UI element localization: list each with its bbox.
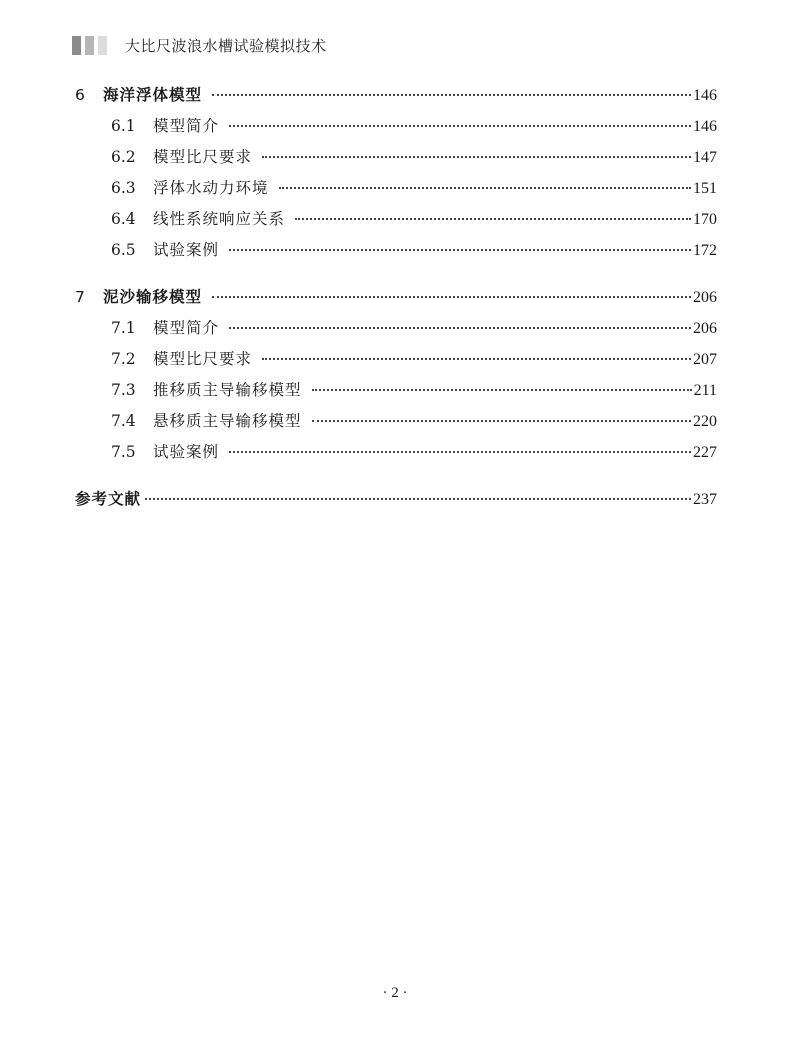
dot-leader xyxy=(212,295,691,298)
section-title: 线性系统响应关系 xyxy=(153,210,286,228)
section-entry[interactable] xyxy=(75,204,717,235)
page-number: 237 xyxy=(693,491,717,508)
dot-leader xyxy=(229,450,691,453)
section-number: 6.2 xyxy=(111,148,136,166)
book-title: 大比尺波浪水槽试验模拟技术 xyxy=(125,36,327,55)
references-entry[interactable] xyxy=(75,484,717,515)
section-number: 6.1 xyxy=(111,117,136,135)
chapter-entry[interactable] xyxy=(75,80,717,111)
dot-leader xyxy=(262,357,691,360)
page-number: 206 xyxy=(693,289,717,306)
section-title: 浮体水动力环境 xyxy=(153,179,269,197)
chapter-6 xyxy=(75,80,717,266)
page-number: 146 xyxy=(693,87,717,104)
section-number: 7.2 xyxy=(111,350,136,368)
section-entry[interactable] xyxy=(75,344,717,375)
dot-leader xyxy=(312,388,692,391)
section-entry[interactable] xyxy=(75,173,717,204)
chapter-entry[interactable] xyxy=(75,282,717,313)
header-bar-dark xyxy=(72,36,81,55)
section-number: 7.4 xyxy=(111,412,136,430)
section-number: 6.4 xyxy=(111,210,136,228)
page-number: 151 xyxy=(693,180,717,197)
page-number: 220 xyxy=(693,413,717,430)
section-title: 模型比尺要求 xyxy=(153,148,253,166)
section-number: 7.5 xyxy=(111,443,136,461)
dot-leader xyxy=(229,248,691,251)
header-bar-mid xyxy=(85,36,94,55)
table-of-contents xyxy=(75,80,717,515)
dot-leader xyxy=(229,124,691,127)
section-title: 模型比尺要求 xyxy=(153,350,253,368)
section-title: 模型简介 xyxy=(153,319,220,337)
chapter-number: 7 xyxy=(75,288,85,306)
section-entry[interactable] xyxy=(75,313,717,344)
section-title: 试验案例 xyxy=(153,443,220,461)
section-entry[interactable] xyxy=(75,406,717,437)
section-title: 推移质主导输移模型 xyxy=(153,381,302,399)
dot-leader xyxy=(279,186,691,189)
page-number: 172 xyxy=(693,242,717,259)
dot-leader xyxy=(145,497,691,500)
section-entry[interactable] xyxy=(75,375,717,406)
page-footer-number: · 2 · xyxy=(382,985,408,1001)
section-number: 7.3 xyxy=(111,381,136,399)
chapter-title: 海洋浮体模型 xyxy=(103,86,203,104)
page-number: 227 xyxy=(693,444,717,461)
page-number: 146 xyxy=(693,118,717,135)
dot-leader xyxy=(229,326,691,329)
header-decoration xyxy=(72,36,111,55)
chapter-7 xyxy=(75,282,717,468)
section-entry[interactable] xyxy=(75,235,717,266)
page-number: 211 xyxy=(693,382,717,399)
section-entry[interactable] xyxy=(75,437,717,468)
dot-leader xyxy=(312,419,691,422)
section-title: 试验案例 xyxy=(153,241,220,259)
page-number: 207 xyxy=(693,351,717,368)
section-number: 6.3 xyxy=(111,179,136,197)
section-title: 模型简介 xyxy=(153,117,220,135)
section-entry[interactable] xyxy=(75,111,717,142)
dot-leader xyxy=(212,93,691,96)
section-number: 6.5 xyxy=(111,241,136,259)
chapter-title: 泥沙输移模型 xyxy=(103,288,203,306)
section-title: 悬移质主导输移模型 xyxy=(153,412,302,430)
running-header xyxy=(72,34,327,56)
dot-leader xyxy=(262,155,691,158)
page-number: 147 xyxy=(693,149,717,166)
dot-leader xyxy=(295,217,691,220)
header-bar-light xyxy=(98,36,107,55)
chapter-number: 6 xyxy=(75,86,85,104)
page-number: 170 xyxy=(693,211,717,228)
page-number: 206 xyxy=(693,320,717,337)
section-number: 7.1 xyxy=(111,319,136,337)
section-entry[interactable] xyxy=(75,142,717,173)
references-title: 参考文献 xyxy=(75,490,142,508)
